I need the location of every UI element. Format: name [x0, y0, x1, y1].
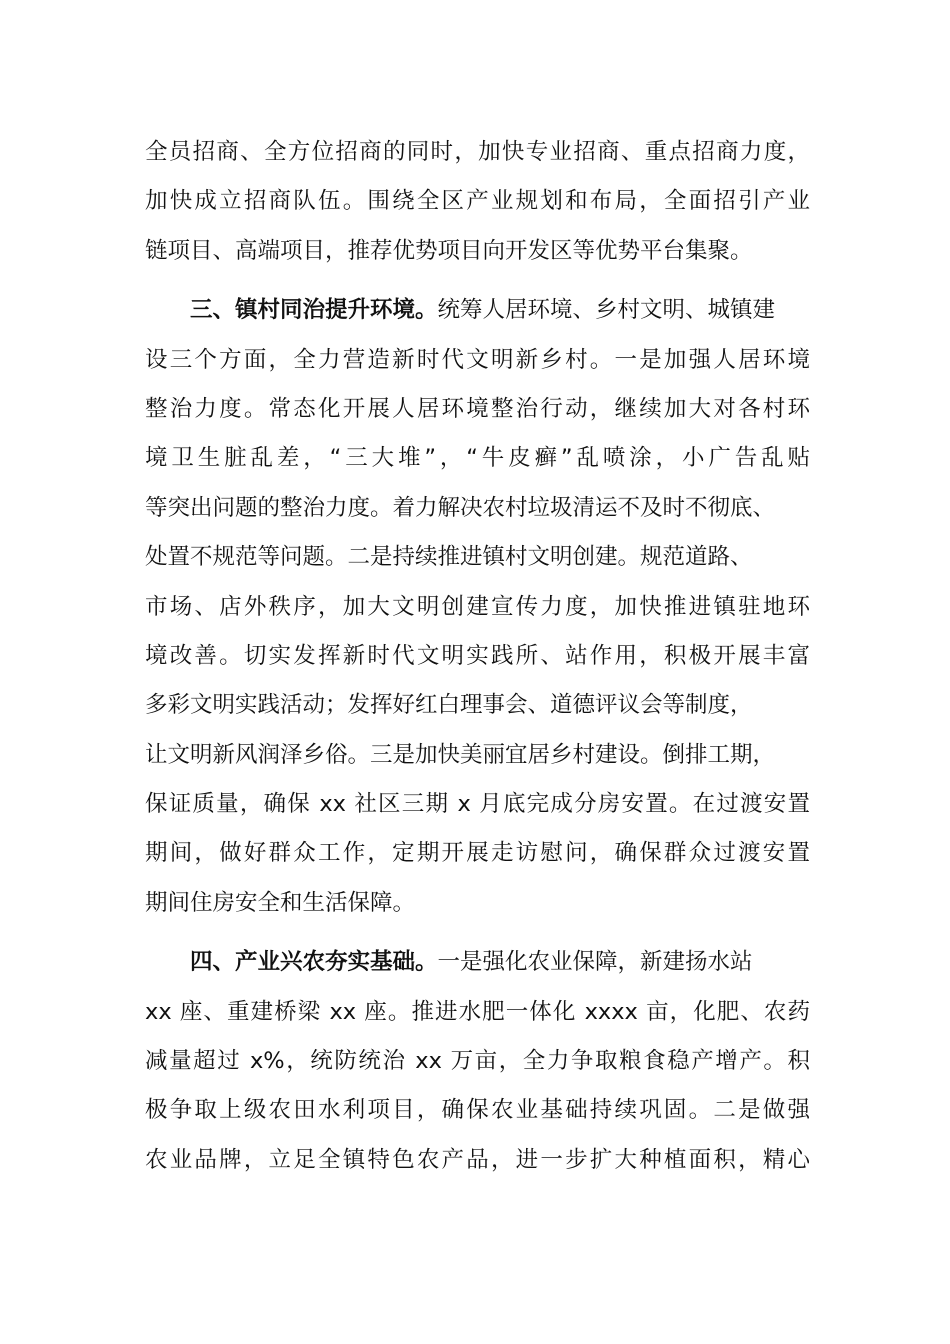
text-line: 设三个方面，全力营造新时代文明新乡村。一是加强人居环境	[145, 346, 810, 373]
text-run: 统筹人居环境、乡村文明、城镇建	[437, 297, 776, 324]
text-line: 加快成立招商队伍。围绕全区产业规划和布局，全面招引产业	[145, 188, 810, 215]
text-line: 农业品牌，立足全镇特色农产品，进一步扩大种植面积，精心	[145, 1146, 810, 1173]
text-line: 链项目、高端项目，推荐优势项目向开发区等优势平台集聚。	[145, 237, 753, 264]
text-line: xx 座、重建桥梁 xx 座。推进水肥一体化 xxxx 亩，化肥、农药	[145, 998, 810, 1025]
section-heading: 四、产业兴农夯实基础。	[190, 949, 438, 976]
paragraph-spacing	[145, 276, 810, 286]
text-run: 一是强化农业保障，新建扬水站	[437, 949, 753, 976]
text-line	[145, 938, 810, 987]
text-line: 让文明新风润泽乡俗。三是加快美丽宜居乡村建设。倒排工期，	[145, 741, 776, 768]
text-line: 减量超过 x%，统防统治 xx 万亩，全力争取粮食稳产增产。积	[145, 1048, 810, 1075]
text-line: 全员招商、全方位招商的同时，加快专业招商、重点招商力度，	[145, 139, 810, 165]
paragraph	[145, 128, 810, 276]
text-line: 处置不规范等问题。二是持续推进镇村文明创建。规范道路、	[145, 544, 753, 571]
text-line: 极争取上级农田水利项目，确保农业基础持续巩固。二是做强	[145, 1097, 810, 1124]
text-line: 多彩文明实践活动；发挥好红白理事会、道德评议会等制度，	[145, 692, 753, 719]
section-heading: 三、镇村同治提升环境。	[190, 297, 438, 324]
text-line: 市场、店外秩序，加大文明创建宣传力度，加快推进镇驻地环	[145, 593, 810, 620]
text-line: 期间，做好群众工作，定期开展走访慰问，确保群众过渡安置	[145, 840, 810, 867]
document-body	[145, 128, 810, 1185]
text-line	[145, 286, 810, 335]
paragraph	[145, 286, 810, 928]
text-line: 境卫生脏乱差，“三大堆”，“牛皮癣”乱喷涂，小广告乱贴	[145, 445, 810, 472]
text-line: 保证质量，确保 xx 社区三期 x 月底完成分房安置。在过渡安置	[145, 791, 810, 818]
text-line: 等突出问题的整治力度。着力解决农村垃圾清运不及时不彻底、	[145, 494, 776, 521]
text-line: 境改善。切实发挥新时代文明实践所、站作用，积极开展丰富	[145, 642, 810, 669]
paragraph	[145, 938, 810, 1185]
paragraph-spacing	[145, 928, 810, 938]
text-line: 整治力度。常态化开展人居环境整治行动，继续加大对各村环	[145, 395, 810, 422]
text-line: 期间住房安全和生活保障。	[145, 889, 416, 916]
